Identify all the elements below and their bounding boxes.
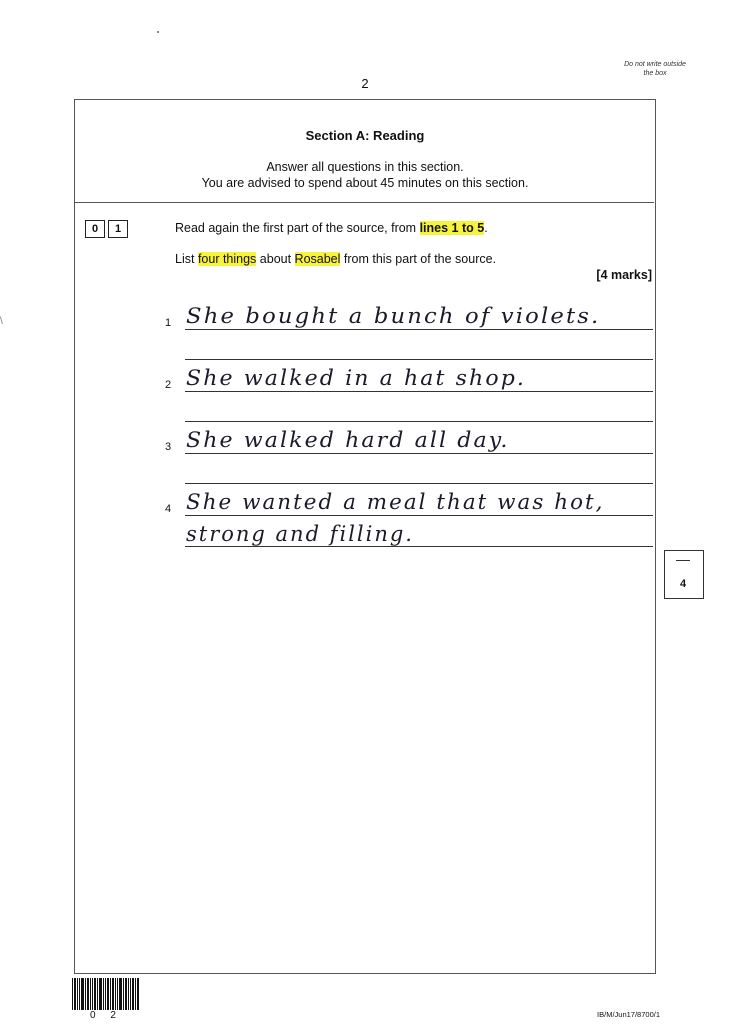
scan-speck [157, 31, 159, 33]
handwritten-answer: She walked in a hat shop. [186, 366, 527, 390]
answer-line [185, 515, 653, 516]
barcode-icon [72, 978, 140, 1010]
instruction-line-2: You are advised to spend about 45 minutes on this section. [201, 176, 529, 190]
highlighted-text: four things [197, 252, 257, 266]
section-title: Section A: Reading [305, 128, 425, 143]
question-text: . [484, 221, 488, 235]
do-not-write-note: Do not write outside the box [624, 61, 686, 77]
handwritten-answer: She wanted a meal that was hot, [186, 490, 605, 514]
answer-line [185, 391, 653, 392]
instruction-line-1: Answer all questions in this section. [266, 160, 464, 174]
question-number-digit: 0 [85, 220, 105, 238]
answer-number: 2 [165, 379, 172, 391]
answer-line [185, 329, 653, 330]
scan-mark: \ [0, 316, 3, 327]
paper-reference: IB/M/Jun17/8700/1 [597, 1010, 660, 1019]
answer-line [185, 546, 653, 547]
handwritten-answer: strong and filling. [186, 522, 414, 546]
margin-score-dash [676, 560, 690, 561]
question-read-instruction [175, 221, 488, 235]
answer-number: 1 [165, 317, 172, 329]
section-divider [74, 202, 654, 203]
handwritten-answer: She walked hard all day. [186, 428, 510, 452]
answer-line [185, 453, 653, 454]
marks-available: [4 marks] [596, 268, 652, 282]
question-text: from this part of the source. [340, 252, 497, 266]
page-number: 2 [361, 76, 369, 91]
highlighted-text: lines 1 to 5 [419, 221, 485, 235]
answer-number: 4 [165, 503, 172, 515]
margin-score: 4 [679, 578, 687, 590]
page-code: 0 2 [90, 1010, 122, 1021]
answer-number: 3 [165, 441, 172, 453]
answer-line [185, 421, 653, 422]
answer-line [185, 483, 653, 484]
answer-line [185, 359, 653, 360]
highlighted-text: Rosabel [294, 252, 341, 266]
question-number-digit: 1 [108, 220, 128, 238]
question-text: about [256, 252, 295, 266]
margin-score-box [664, 550, 704, 599]
question-text: List [175, 252, 198, 266]
handwritten-answer: She bought a bunch of violets. [186, 304, 601, 328]
question-text: Read again the first part of the source, from [175, 221, 420, 235]
question-list-instruction [175, 252, 496, 266]
